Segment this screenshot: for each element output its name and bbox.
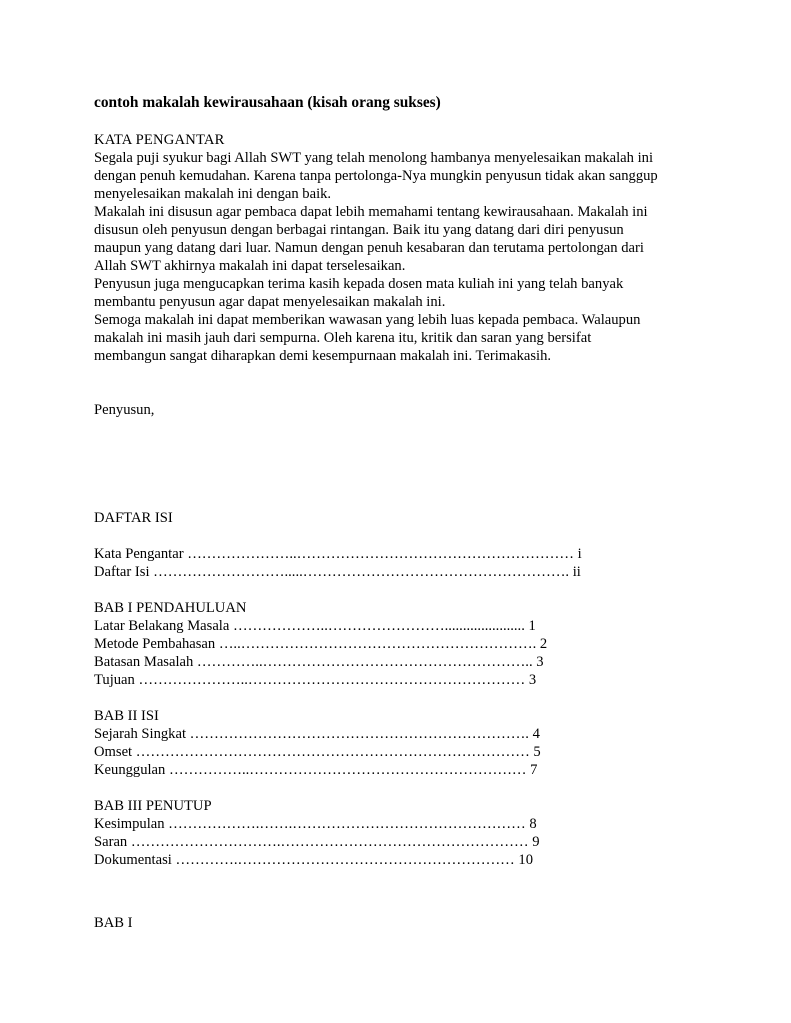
preface-paragraph-4 [94, 311, 714, 365]
spacer [94, 419, 714, 509]
preface-body [94, 149, 714, 365]
toc-group-bab-2 [94, 707, 714, 779]
paragraph-line: Penyusun juga mengucapkan terima kasih kepada dosen mata kuliah ini yang telah banyak [94, 276, 624, 292]
preface-paragraph-1 [94, 149, 714, 203]
toc-row: Saran ………………………….…………………………………………… 9 [94, 834, 540, 850]
paragraph-line: makalah ini masih jauh dari sempurna. Oleh karena itu, kritik dan saran yang bersifat [94, 330, 592, 346]
toc-row: Tujuan …………………..………………………………………………… 3 [94, 672, 537, 688]
toc-group-title: BAB I PENDAHULUAN [94, 600, 247, 616]
section-heading-bab-1: BAB I [94, 915, 133, 931]
preface-heading: KATA PENGANTAR [94, 132, 225, 148]
toc-group-front-matter [94, 545, 714, 581]
document-page [94, 94, 714, 932]
toc-group-bab-1 [94, 599, 714, 689]
preface-paragraph-2 [94, 203, 714, 275]
toc-group-bab-3 [94, 797, 714, 869]
toc-row: Sejarah Singkat ……………………………………………………………. 4 [94, 726, 540, 742]
toc-row: Kesimpulan ……………….…….………………………………………… 8 [94, 816, 537, 832]
toc-row: Latar Belakang Masala ………………..……………………...................... 1 [94, 618, 536, 634]
toc-heading: DAFTAR ISI [94, 510, 173, 526]
paragraph-line: dengan penuh kemudahan. Karena tanpa pertolonga-Nya mungkin penyusun tidak akan sanggup [94, 168, 658, 184]
toc-row: Omset ……………………………………………………………………… 5 [94, 744, 541, 760]
paragraph-line: maupun yang datang dari luar. Namun dengan penuh kesabaran dan terutama pertolongan dari [94, 240, 644, 256]
paragraph-line: Semoga makalah ini dapat memberikan wawasan yang lebih luas kepada pembaca. Walaupun [94, 312, 641, 328]
spacer [94, 365, 714, 401]
toc-row: Kata Pengantar …………………..………………………………………………… i [94, 546, 582, 562]
paragraph-line: Allah SWT akhirnya makalah ini dapat terselesaikan. [94, 258, 406, 274]
paragraph-line: Segala puji syukur bagi Allah SWT yang telah menolong hambanya menyelesaikan makalah ini [94, 150, 654, 166]
document-title: contoh makalah kewirausahaan (kisah orang sukses) [94, 94, 441, 111]
preface-paragraph-3 [94, 275, 714, 311]
table-of-contents [94, 545, 714, 869]
toc-row: Metode Pembahasan …..……………………………………………………. 2 [94, 636, 548, 652]
paragraph-line: Makalah ini disusun agar pembaca dapat lebih memahami tentang kewirausahaan. Makalah ini [94, 204, 648, 220]
toc-row: Dokumentasi ………….………………………………………………… 10 [94, 852, 534, 868]
toc-group-title: BAB II ISI [94, 708, 159, 724]
toc-row: Daftar Isi ……………………….....………………………………………………. ii [94, 564, 581, 580]
paragraph-line: membangun sangat diharapkan demi kesempurnaan makalah ini. Terimakasih. [94, 348, 552, 364]
toc-group-title: BAB III PENUTUP [94, 798, 212, 814]
toc-row: Keunggulan ……………..………………………………………………… 7 [94, 762, 538, 778]
preface-signature: Penyusun, [94, 402, 155, 418]
paragraph-line: menyelesaikan makalah ini dengan baik. [94, 186, 332, 202]
paragraph-line: membantu penyusun agar dapat menyelesaikan makalah ini. [94, 294, 446, 310]
spacer [94, 887, 714, 914]
toc-row: Batasan Masalah …………..……………………………………………….. 3 [94, 654, 544, 670]
paragraph-line: disusun oleh penyusun dengan berbagai rintangan. Baik itu yang datang dari diri penyusun [94, 222, 624, 238]
